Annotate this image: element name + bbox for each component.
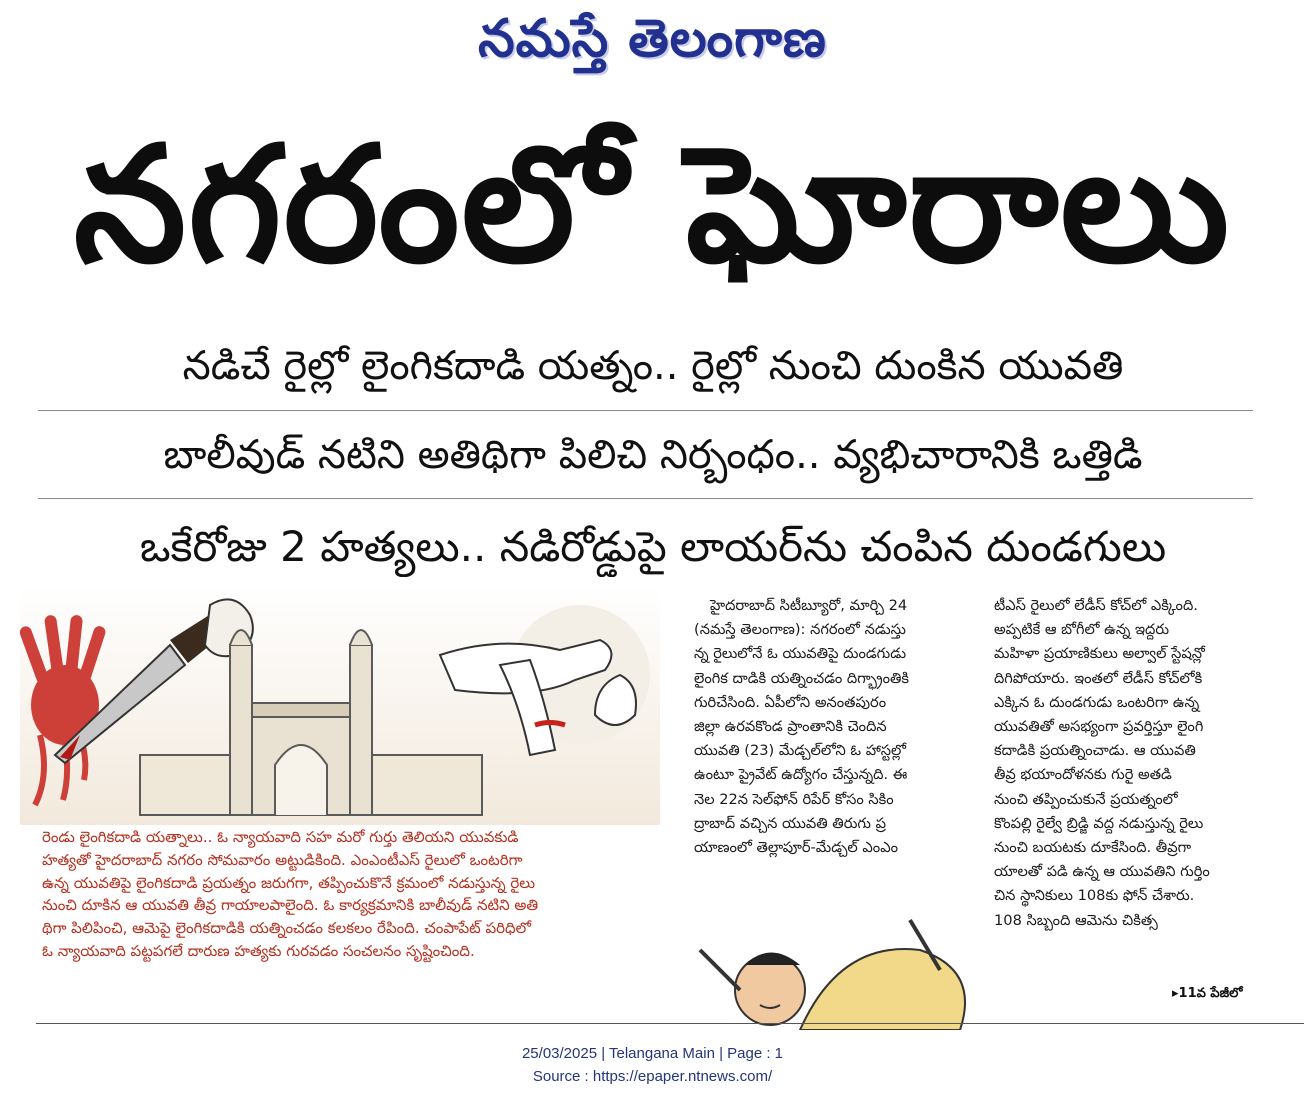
masthead-logo: నమస్తే తెలంగాణ: [478, 8, 827, 69]
article-column-1: హైదరాబాద్ సిటీబ్యూరో, మార్చి 24 (నమస్తే తెలంగాణ): నగరంలో నడుస్తు న్న రైలులోనే ఓ యువతిపై దుండగుడు లైంగిక దాడికి యత్నించడం దిగ్భ్రాంతికి గురిచేసింది. ఏపీలోని అనంతపురం జిల్లా ఉరవకొండ ప్రాంతానికి చెందిన యువతి (23) మేడ్చల్‌లోని ఓ హాస్టల్లో ఉంటూ ప్రైవేట్ ఉద్యోగం చేస్తున్నది. ఈ నెల 22న సెల్‌ఫోన్ రిపేర్ కోసం సికిం ద్రాబాద్ వచ్చిన యువతి తిరుగు ప్ర యాణంలో తెల్లాపూర్-మేడ్చల్ ఎంఎం: [694, 597, 910, 857]
continued-on-page-link[interactable]: ▸11వ పేజీలో: [1172, 986, 1243, 1001]
subheadline-3: ఒకేరోజు 2 హత్యలు.. నడిరోడ్డుపై లాయర్‌ను చంపిన దుండగులు: [139, 522, 1167, 571]
subheadline-2: బాలీవుడ్ నటిని అతిథిగా పిలిచి నిర్బంధం.. వ్యభిచారానికి ఒత్తిడి: [163, 432, 1143, 478]
crime-illustration: [20, 585, 660, 825]
divider: [38, 410, 1253, 411]
divider: [38, 498, 1253, 499]
subheadline-1: నడిచే రైల్లో లైంగికదాడి యత్నం.. రైల్లో నుంచి దుంకిన యువతి: [182, 343, 1124, 389]
victim-cartoon: [660, 900, 990, 1030]
footer-date-edition: 25/03/2025 | Telangana Main | Page : 1: [521, 1045, 784, 1062]
highlight-summary: రెండు లైంగికదాడి యత్నాలు.. ఓ న్యాయవాది సహ మరో గుర్తు తెలియని యువకుడి హత్యతో హైదరాబాద్ నగరం సోమవారం అట్టుడికింది. ఎంఎంటీఎస్ రైలులో ఒంటరిగా ఉన్న యువతిపై లైంగికదాడి ప్రయత్నం జరుగగా, తప్పించుకొనే క్రమంలో నడుస్తున్న రైలు నుంచి దూకిన ఆ యువతి తీవ్ర గాయాలపాలైంది. ఓ కార్యక్రమానికి బాలీవుడ్ నటిని అతి థిగా పిలిపించి, ఆమెపై లైంగికదాడికి యత్నించడం కలకలం రేపింది. చంపాపేట్ పరిధిలో ఓ న్యాయవాది పట్టపగలే దారుణ హత్యకు గురవడం సంచలనం సృష్టించింది.: [42, 828, 539, 960]
article-column-2: టీఎస్ రైలులో లేడీస్ కోచ్‌లో ఎక్కింది. అప్పటికే ఆ బోగీలో ఉన్న ఇద్దరు మహిళా ప్రయాణికులు అల్వాల్ స్టేషన్లో దిగిపోయారు. ఇంతలో లేడీస్ కోచ్‌లోకి ఎక్కిన ఓ దుండగుడు ఒంటరిగా ఉన్న యువతితో అసభ్యంగా ప్రవర్తిస్తూ లైంగి కదాడికి ప్రయత్నించాడు. ఆ యువతి తీవ్ర భయాందోళనకు గురై అతడి నుంచి తప్పించుకునే ప్రయత్నంలో కొంపల్లి రైల్వే బ్రిడ్జి వద్ద నడుస్తున్న రైలు నుంచి బయటకు దూకేసింది. తీవ్రగా యాలతో పడి ఉన్న ఆ యువతిని గుర్తిం చిన స్థానికులు 108కు ఫోన్ చేశారు. 108 సిబ్బంది ఆమెను చికిత్స: [994, 597, 1210, 929]
footer-source-link[interactable]: Source : https://epaper.ntnews.com/: [532, 1068, 773, 1085]
divider: [36, 1023, 1304, 1024]
page-headline: నగరంలో ఘోరాలు: [73, 111, 1232, 298]
